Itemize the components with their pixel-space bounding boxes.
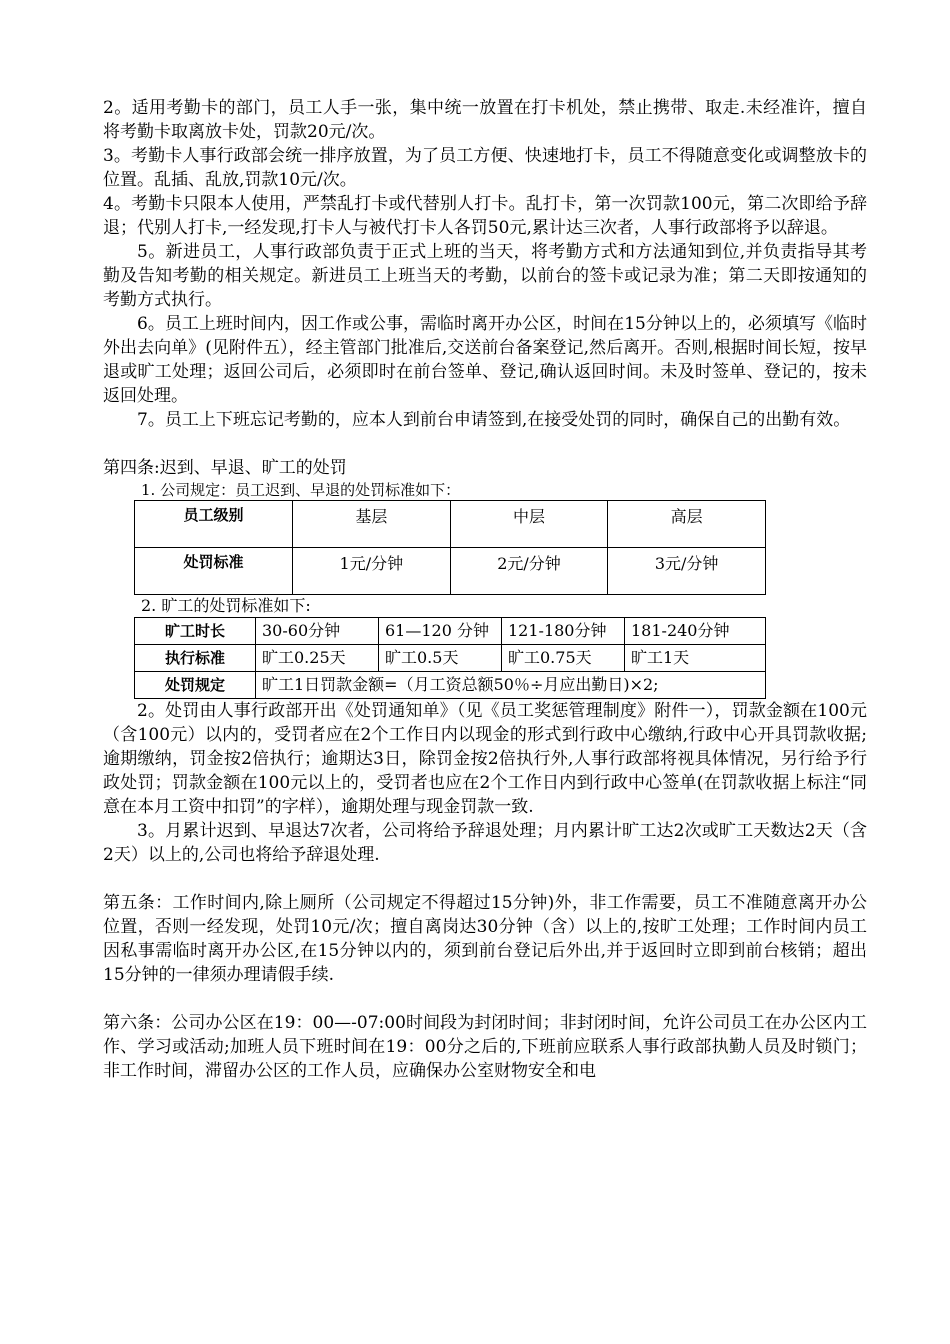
table-row — [135, 501, 766, 548]
article-5-paragraph: 第五条：工作时间内,除上厕所（公司规定不得超过15分钟)外，非工作需要，员工不准随意离开办公位置，否则一经发现，处罚10元/次；擅自离岗达30分钟（含）以上的,按旷工处理；工作时间内员工因私事需临时离开办公区,在15分钟以内的，须到前台登记后外出,并于返回时立即到前台核销；超出15分钟的一律须办理请假手续. — [103, 893, 867, 985]
rule-7-paragraph: 7。员工上下班忘记考勤的，应本人到前台申请签到,在接受处罚的同时，确保自己的出勤有效。 — [137, 410, 851, 430]
table-cell: 旷工1天 — [625, 645, 766, 672]
table-cell: 旷工0.5天 — [379, 645, 502, 672]
article-6-paragraph: 第六条：公司办公区在19：00—-07:00时间段为封闭时间；非封闭时间，允许公司员工在办公区内工作、学习或活动;加班人员下班时间在19：00分之后的,下班前应联系人事行政部执勤人员及时锁门；非工作时间，滞留办公区的工作人员，应确保办公室财物安全和电 — [103, 1013, 867, 1081]
table-cell: 旷工1日罚款金额=（月工资总额50％÷月应出勤日)×2; — [256, 672, 766, 699]
document-page — [103, 96, 867, 1083]
article-4-title: 第四条:迟到、早退、旷工的处罚 — [103, 458, 347, 478]
table-header-cell: 旷工时长 — [135, 618, 256, 645]
table-header-cell: 处罚规定 — [135, 672, 256, 699]
table-header-cell: 处罚标准 — [135, 548, 293, 595]
penalty-procedure-paragraph: 2。处罚由人事行政部开出《处罚通知单》（见《员工奖惩管理制度》附件一），罚款金额在100元（含100元）以内的，受罚者应在2个工作日内以现金的形式到行政中心缴纳,行政中心开具罚款收据;逾期缴纳，罚金按2倍执行；逾期达3日，除罚金按2倍执行外,人事行政部将视具体情况，另行给予行政处罚；罚款金额在100元以上的，受罚者也应在2个工作日内到行政中心签单(在罚款收据上标注“同意在本月工资中扣罚”的字样），逾期处理与现金罚款一致. — [103, 701, 867, 817]
late-penalty-table — [134, 500, 766, 595]
rule-3-paragraph: 3。考勤卡人事行政部会统一排序放置，为了员工方便、快速地打卡，员工不得随意变化或调整放卡的位置。乱插、乱放,罚款10元/次。 — [103, 146, 867, 190]
rule-5-paragraph: 5。新进员工，人事行政部负责于正式上班的当天，将考勤方式和方法通知到位,并负责指导其考勤及告知考勤的相关规定。新进员工上班当天的考勤，以前台的签卡或记录为准；第二天即按通知的考勤方式执行。 — [103, 242, 867, 310]
table-cell: 3元/分钟 — [608, 548, 766, 595]
table-cell: 高层 — [608, 501, 766, 548]
table-row — [135, 618, 766, 645]
table-row — [135, 672, 766, 699]
item-2-label: 2. 旷工的处罚标准如下: — [141, 596, 311, 615]
absence-penalty-table — [134, 617, 766, 699]
item-1-label: 1. 公司规定：员工迟到、早退的处罚标准如下： — [141, 481, 461, 499]
table-header-cell: 员工级别 — [135, 501, 293, 548]
rule-6-paragraph: 6。员工上班时间内，因工作或公事，需临时离开办公区，时间在15分钟以上的，必须填写《临时外出去向单》(见附件五），经主管部门批准后,交送前台备案登记,然后离开。否则,根据时间长短，按早退或旷工处理；返回公司后，必须即时在前台签单、登记,确认返回时间。未及时签单、登记的，按未返回处理。 — [103, 314, 867, 406]
table-cell: 基层 — [293, 501, 451, 548]
table-row — [135, 645, 766, 672]
table-cell: 181-240分钟 — [625, 618, 766, 645]
table-row — [135, 548, 766, 595]
dismissal-paragraph: 3。月累计迟到、早退达7次者，公司将给予辞退处理；月内累计旷工达2次或旷工天数达2天（含2天）以上的,公司也将给予辞退处理. — [103, 821, 867, 865]
table-cell: 旷工0.25天 — [256, 645, 379, 672]
table-cell: 61—120 分钟 — [379, 618, 502, 645]
rule-4-paragraph: 4。考勤卡只限本人使用，严禁乱打卡或代替别人打卡。乱打卡，第一次罚款100元，第二次即给予辞退；代别人打卡,一经发现,打卡人与被代打卡人各罚50元,累计达三次者，人事行政部将予以辞退。 — [103, 194, 867, 238]
table-cell: 2元/分钟 — [450, 548, 608, 595]
table-cell: 121-180分钟 — [502, 618, 625, 645]
table-cell: 中层 — [450, 501, 608, 548]
table-header-cell: 执行标准 — [135, 645, 256, 672]
table-cell: 30-60分钟 — [256, 618, 379, 645]
rule-2-paragraph: 2。适用考勤卡的部门，员工人手一张，集中统一放置在打卡机处，禁止携带、取走.未经准许，擅自将考勤卡取离放卡处，罚款20元/次。 — [103, 98, 867, 142]
table-cell: 1元/分钟 — [293, 548, 451, 595]
table-cell: 旷工0.75天 — [502, 645, 625, 672]
